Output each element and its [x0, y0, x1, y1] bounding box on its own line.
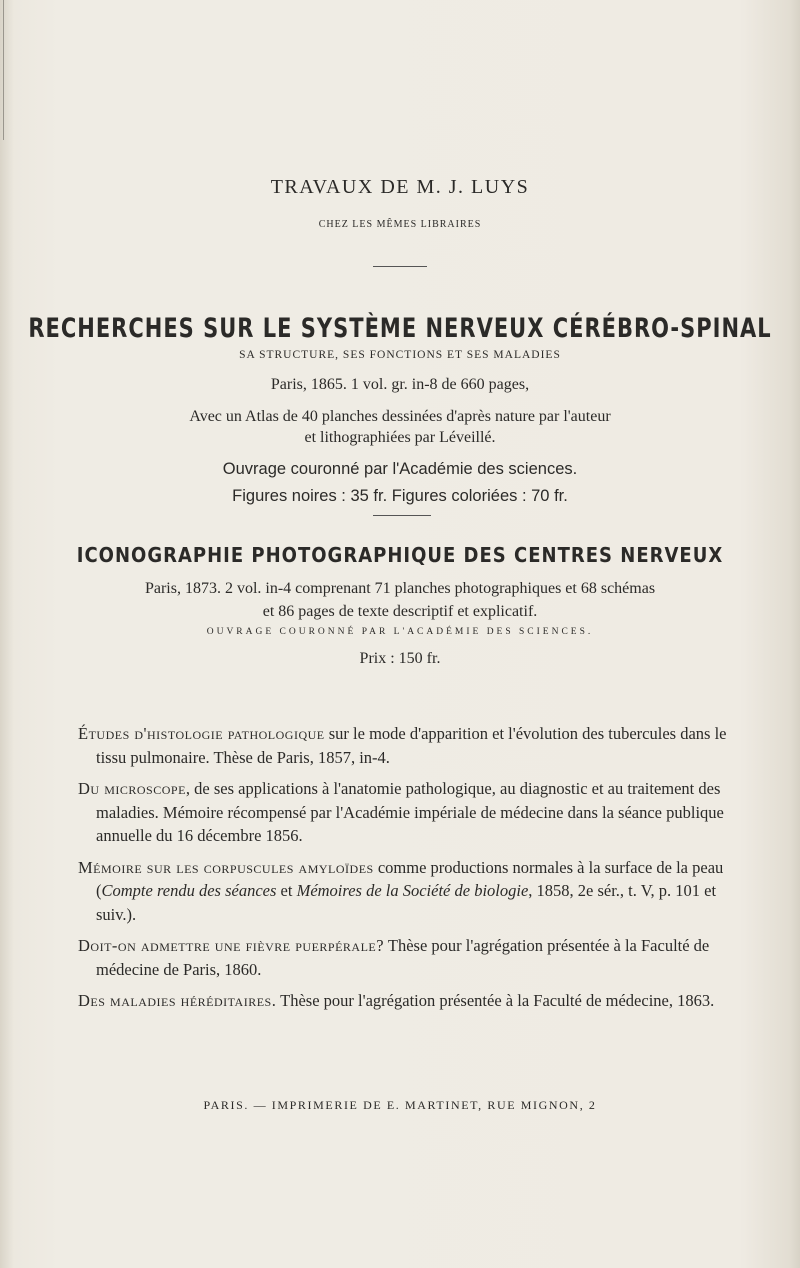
entry-italic: Mémoires de la Société de biologie [296, 881, 529, 900]
entry-text: , 1858, 2e sér., t. V, p. 101 et suiv.). [96, 881, 717, 924]
entry-lead: Des maladies héréditaires. [78, 991, 277, 1010]
divider [373, 515, 431, 516]
works-list [78, 722, 758, 1021]
entry-lead: Doit-on admettre une fièvre puerpérale? [78, 936, 385, 955]
entry-text: et [276, 881, 297, 900]
printer-footer: PARIS. — IMPRIMERIE DE E. MARTINET, RUE MIGNON, 2 [203, 1098, 597, 1112]
book1-line2: Avec un Atlas de 40 planches dessinées d'après nature par l'auteur [189, 408, 611, 425]
book2-price: Prix : 150 fr. [359, 650, 441, 667]
book1-subtitle: SA STRUCTURE, SES FONCTIONS ET SES MALADIES [239, 349, 561, 361]
entry-text: comme productions normales à la surface de la peau ( [96, 857, 724, 900]
book1-line3: et lithographiées par Léveillé. [304, 429, 496, 446]
book2-title: ICONOGRAPHIE PHOTOGRAPHIQUE DES CENTRES NERVEUX [76, 543, 724, 568]
page-subtitle: CHEZ LES MÊMES LIBRAIRES [318, 219, 482, 230]
entry-text: Thèse pour l'agrégation présentée à la Faculté de médecine de Paris, 1860. [96, 936, 710, 979]
book1-price: Figures noires : 35 fr. Figures coloriées : 70 fr. [232, 487, 568, 505]
book2-line2: et 86 pages de texte descriptif et explicatif. [262, 603, 538, 620]
list-item [78, 934, 758, 981]
entry-text: sur le mode d'apparition et l'évolution des tubercules dans le tissu pulmonaire. Thèse de Paris, 1857, in-4. [96, 724, 727, 767]
book1-line1: Paris, 1865. 1 vol. gr. in-8 de 660 pages, [270, 376, 530, 393]
book1-title: RECHERCHES SUR LE SYSTÈME NERVEUX CÉRÉBRO-SPINAL [28, 313, 772, 343]
list-item [78, 777, 758, 848]
book2-line1: Paris, 1873. 2 vol. in-4 comprenant 71 planches photographiques et 68 schémas [144, 580, 656, 597]
entry-lead: Du microscope [78, 779, 186, 798]
list-item [78, 722, 758, 769]
page-title: TRAVAUX DE M. J. LUYS [270, 176, 530, 198]
list-item [78, 989, 758, 1013]
entry-lead: Études d'histologie pathologique [78, 724, 325, 743]
divider [373, 266, 427, 267]
list-item [78, 856, 758, 927]
entry-lead: Mémoire sur les corpuscules amyloïdes [78, 857, 374, 877]
book1-award: Ouvrage couronné par l'Académie des sciences. [222, 460, 578, 478]
entry-italic: Compte rendu des séances [101, 881, 277, 900]
page-edge-line [3, 0, 4, 140]
entry-text: , de ses applications à l'anatomie pathologique, au diagnostic et au traitement des maladies. Mémoire récompensé par l'Académie impériale de médecine dans la séance publique annuelle du 16 décembre 1856. [96, 779, 724, 845]
entry-text: Thèse pour l'agrégation présentée à la Faculté de médecine, 1863. [276, 991, 715, 1010]
book2-award: OUVRAGE COURONNÉ PAR L'ACADÉMIE DES SCIENCES. [206, 627, 594, 637]
